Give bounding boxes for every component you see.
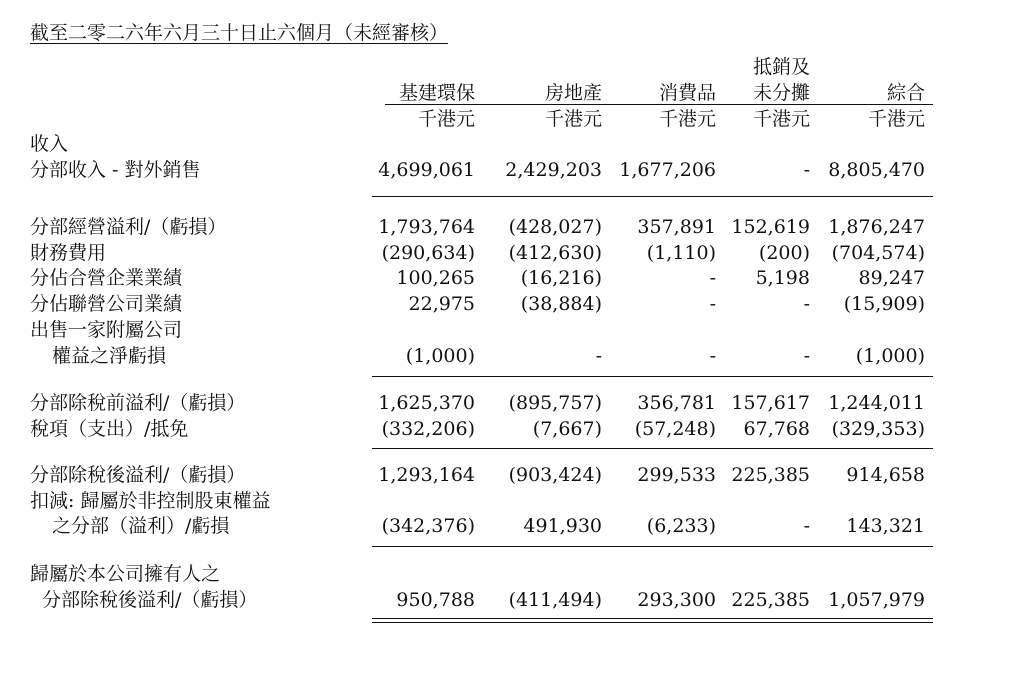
cell-value: 8,805,470 [828, 159, 925, 181]
total-double-rule-bottom [372, 622, 933, 623]
column-name: 消費品 [658, 82, 716, 104]
cell-value: 357,891 [637, 216, 716, 238]
column-name-line1: 抵銷及 [752, 56, 810, 78]
row-label: 分部除稅前溢利/（虧損） [30, 392, 246, 414]
cell-value: (15,909) [843, 293, 925, 315]
cell-value: - [595, 345, 602, 367]
cell-value: 143,321 [846, 515, 925, 537]
cell-value: (200) [758, 242, 810, 264]
column-header-consolidated [868, 80, 925, 132]
section-rule [372, 546, 933, 547]
row-label: 稅項（支出）/抵免 [30, 418, 189, 440]
table-row [0, 587, 1028, 613]
table-row [0, 131, 1028, 157]
cell-value: (329,353) [831, 418, 925, 440]
cell-value: (57,248) [634, 418, 716, 440]
table-row [0, 265, 1028, 291]
table-row [0, 343, 1028, 369]
cell-value: 4,699,061 [378, 159, 475, 181]
cell-value: (1,000) [855, 345, 925, 367]
cell-value: (412,630) [508, 242, 602, 264]
table-row [0, 488, 1028, 514]
column-unit: 千港元 [867, 108, 925, 130]
section-rule [372, 376, 933, 377]
row-label: 分佔聯營公司業績 [30, 293, 183, 315]
column-unit: 千港元 [544, 108, 602, 130]
column-name: 基建環保 [398, 82, 475, 104]
column-name: 綜合 [886, 82, 925, 104]
row-label: 分部經營溢利/（虧損） [30, 216, 227, 238]
cell-value: (411,494) [508, 589, 602, 611]
cell-value: (16,216) [520, 267, 602, 289]
table-row [0, 214, 1028, 240]
column-unit: 千港元 [658, 108, 716, 130]
column-unit: 千港元 [417, 108, 475, 130]
table-row [0, 390, 1028, 416]
cell-value: 293,300 [637, 589, 716, 611]
cell-value: - [803, 293, 810, 315]
cell-value: (332,206) [381, 418, 475, 440]
table-row [0, 240, 1028, 266]
cell-value: 356,781 [637, 392, 716, 414]
table-row [0, 317, 1028, 343]
table-row [0, 561, 1028, 587]
table-row [0, 157, 1028, 183]
row-label: 出售一家附屬公司 [30, 319, 183, 341]
cell-value: - [709, 345, 716, 367]
cell-value: (342,376) [381, 515, 475, 537]
cell-value: (6,233) [646, 515, 716, 537]
cell-value: 5,198 [755, 267, 810, 289]
cell-value: (290,634) [381, 242, 475, 264]
cell-value: 1,293,164 [378, 464, 475, 486]
cell-value: - [709, 267, 716, 289]
section-rule [372, 448, 933, 449]
cell-value: 1,876,247 [828, 216, 925, 238]
row-label: 扣減: 歸屬於非控制股東權益 [30, 490, 271, 512]
column-header-consumer [659, 80, 716, 132]
header-rule [385, 104, 933, 105]
column-header-property [545, 80, 602, 132]
cell-value: 1,244,011 [828, 392, 925, 414]
cell-value: 100,265 [396, 267, 475, 289]
cell-value: 152,619 [731, 216, 810, 238]
cell-value: - [803, 515, 810, 537]
cell-value: - [709, 293, 716, 315]
cell-value: 491,930 [523, 515, 602, 537]
section-rule [372, 196, 933, 197]
cell-value: 157,617 [731, 392, 810, 414]
cell-value: 1,793,764 [378, 216, 475, 238]
cell-value: (903,424) [508, 464, 602, 486]
row-label: 歸屬於本公司擁有人之 [30, 563, 221, 585]
row-label: 財務費用 [30, 242, 107, 264]
cell-value: (1,000) [405, 345, 475, 367]
table-row [0, 462, 1028, 488]
row-label: 權益之淨虧損 [52, 345, 167, 367]
cell-value: (38,884) [520, 293, 602, 315]
table-row [0, 291, 1028, 317]
column-header-eliminations [753, 54, 810, 132]
cell-value: - [803, 159, 810, 181]
row-label: 收入 [30, 133, 69, 155]
cell-value: 1,057,979 [828, 589, 925, 611]
cell-value: 1,677,206 [619, 159, 716, 181]
cell-value: 1,625,370 [378, 392, 475, 414]
cell-value: - [803, 345, 810, 367]
column-name-line2: 未分攤 [752, 82, 810, 104]
cell-value: (7,667) [532, 418, 602, 440]
table-row [0, 416, 1028, 442]
column-name: 房地產 [544, 82, 602, 104]
cell-value: (428,027) [508, 216, 602, 238]
cell-value: 2,429,203 [505, 159, 602, 181]
cell-value: 67,768 [743, 418, 810, 440]
statement-title: 截至二零二六年六月三十日止六個月（未經審核） [30, 22, 449, 44]
cell-value: 914,658 [846, 464, 925, 486]
cell-value: 89,247 [858, 267, 925, 289]
cell-value: 225,385 [731, 589, 810, 611]
row-label: 分部收入 - 對外銷售 [30, 159, 201, 181]
cell-value: 299,533 [637, 464, 716, 486]
column-unit: 千港元 [752, 108, 810, 130]
cell-value: (895,757) [508, 392, 602, 414]
row-label: 分部除稅後溢利/（虧損） [42, 589, 258, 611]
cell-value: 22,975 [408, 293, 475, 315]
cell-value: 950,788 [396, 589, 475, 611]
cell-value: (1,110) [646, 242, 716, 264]
row-label: 分佔合營企業業績 [30, 267, 183, 289]
column-header-infrastructure [399, 80, 475, 132]
table-row [0, 513, 1028, 539]
total-double-rule-top [372, 618, 933, 619]
cell-value: (704,574) [831, 242, 925, 264]
row-label: 分部除稅後溢利/（虧損） [30, 464, 246, 486]
row-label: 之分部（溢利）/虧損 [52, 515, 230, 537]
cell-value: 225,385 [731, 464, 810, 486]
